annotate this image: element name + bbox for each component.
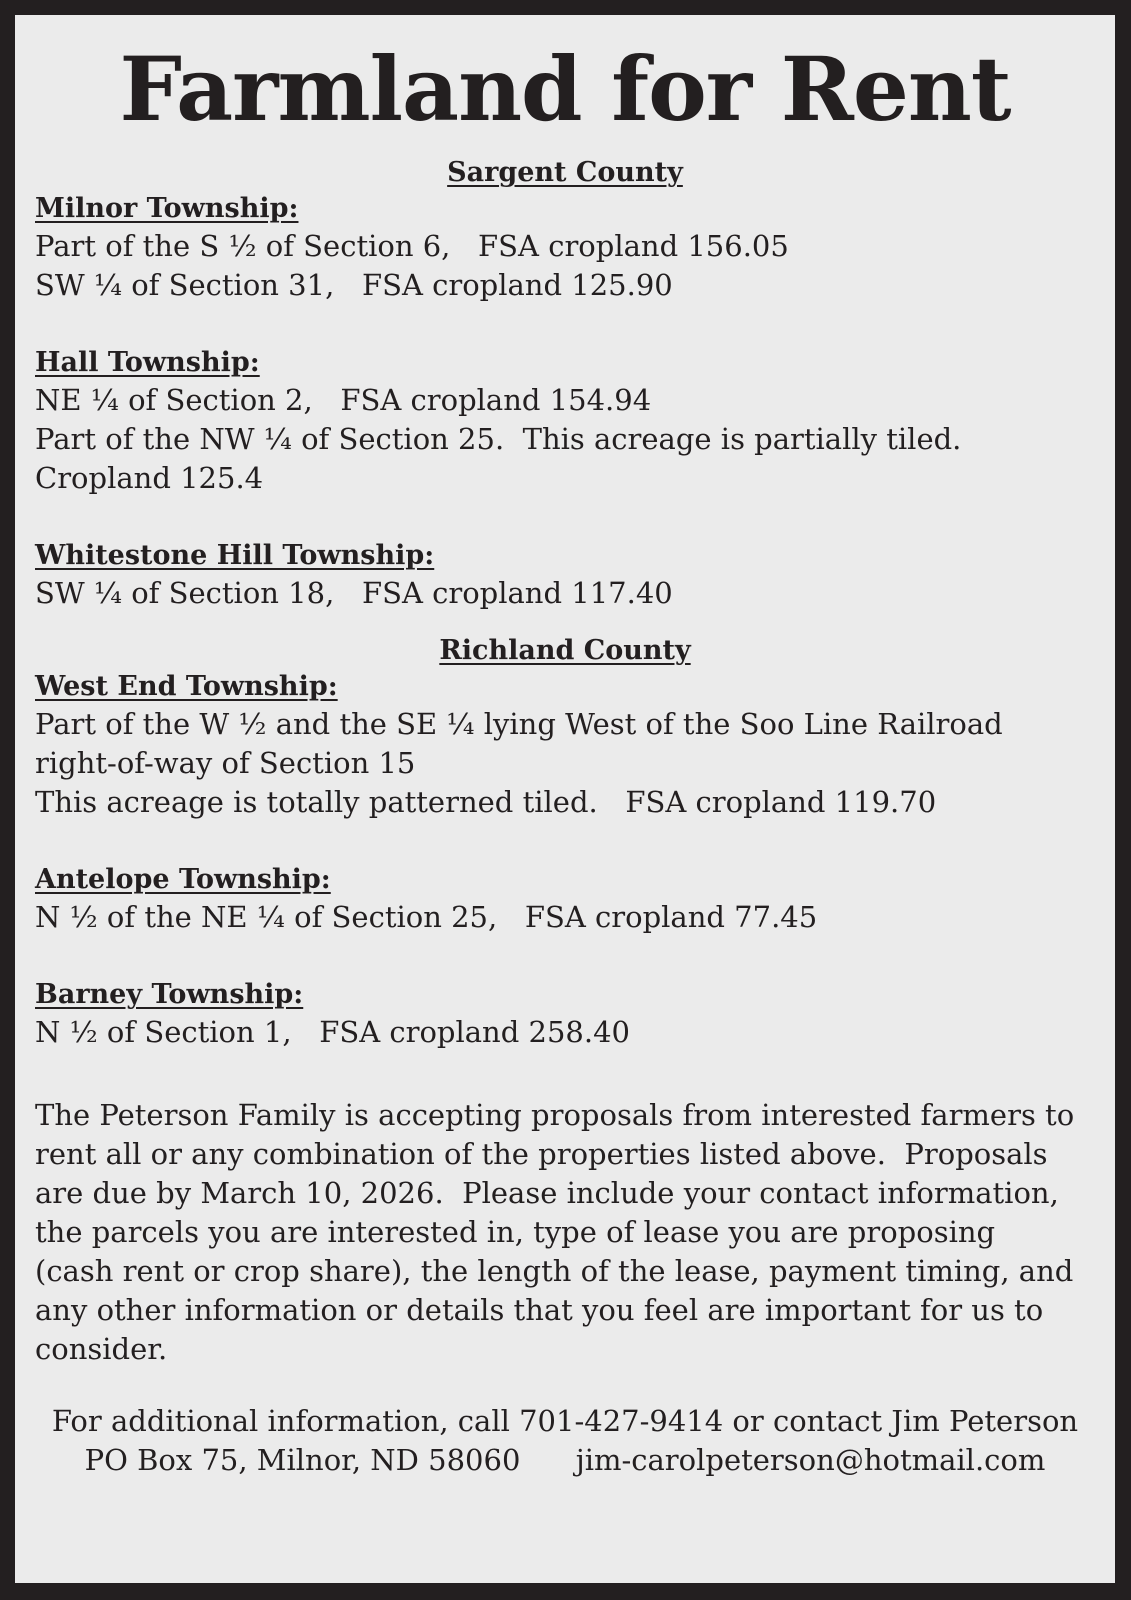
contact-phone-line: For additional information, call 701-427-9414 or contact Jim Peterson bbox=[51, 1404, 1079, 1438]
township-heading-hall: Hall Township: bbox=[35, 347, 260, 378]
township-heading-west-end: West End Township: bbox=[35, 671, 338, 702]
ad-panel bbox=[15, 15, 1115, 1583]
township-block-hall bbox=[35, 345, 1095, 498]
spacer bbox=[35, 498, 1095, 538]
paragraph-line: are due by March 10, 2026. Please include your contact information, bbox=[35, 1176, 1059, 1210]
parcel-line: Cropland 125.4 bbox=[35, 461, 264, 495]
parcel-line: SW ¼ of Section 31, FSA cropland 125.90 bbox=[35, 268, 673, 302]
township-block-milnor bbox=[35, 191, 1095, 305]
township-heading-milnor: Milnor Township: bbox=[35, 193, 299, 224]
parcel-line: Part of the NW ¼ of Section 25. This acreage is partially tiled. bbox=[35, 422, 962, 456]
county-heading-richland: Richland County bbox=[439, 635, 691, 666]
township-block-antelope bbox=[35, 862, 1095, 937]
spacer bbox=[35, 937, 1095, 977]
township-block-whitestone-hill bbox=[35, 538, 1095, 613]
contact-address-email-line: PO Box 75, Milnor, ND 58060 jim-carolpeterson@hotmail.com bbox=[84, 1443, 1046, 1477]
spacer bbox=[35, 613, 1095, 633]
paragraph-line: consider. bbox=[35, 1332, 168, 1366]
parcel-line: Part of the W ½ and the SE ¼ lying West of the Soo Line Railroad bbox=[35, 707, 1003, 741]
township-heading-barney: Barney Township: bbox=[35, 979, 304, 1010]
parcel-line: Part of the S ½ of Section 6, FSA cropland 156.05 bbox=[35, 229, 789, 263]
township-block-barney bbox=[35, 977, 1095, 1052]
parcel-line: N ½ of the NE ¼ of Section 25, FSA cropland 77.45 bbox=[35, 900, 818, 934]
township-heading-antelope: Antelope Township: bbox=[35, 864, 331, 895]
parcel-line: SW ¼ of Section 18, FSA cropland 117.40 bbox=[35, 576, 673, 610]
parcel-line: right-of-way of Section 15 bbox=[35, 746, 416, 780]
proposal-paragraph bbox=[35, 1096, 1095, 1369]
paragraph-line: the parcels you are interested in, type of lease you are proposing bbox=[35, 1215, 996, 1249]
spacer bbox=[35, 1052, 1095, 1092]
spacer bbox=[35, 822, 1095, 862]
parcel-line: This acreage is totally patterned tiled. FSA cropland 119.70 bbox=[35, 785, 937, 819]
contact-block bbox=[35, 1402, 1095, 1480]
county-heading-sargent: Sargent County bbox=[447, 157, 683, 188]
township-block-west-end bbox=[35, 669, 1095, 822]
paragraph-line: (cash rent or crop share), the length of the lease, payment timing, and bbox=[35, 1254, 1074, 1288]
paragraph-line: rent all or any combination of the properties listed above. Proposals bbox=[35, 1137, 1048, 1171]
spacer bbox=[35, 305, 1095, 345]
parcel-line: N ½ of Section 1, FSA cropland 258.40 bbox=[35, 1015, 630, 1049]
parcel-line: NE ¼ of Section 2, FSA cropland 154.94 bbox=[35, 383, 652, 417]
township-heading-whitestone-hill: Whitestone Hill Township: bbox=[35, 540, 435, 571]
ad-title: Farmland for Rent bbox=[119, 37, 1011, 141]
paragraph-line: any other information or details that you feel are important for us to bbox=[35, 1293, 1044, 1327]
paragraph-line: The Peterson Family is accepting proposals from interested farmers to bbox=[35, 1098, 1075, 1132]
